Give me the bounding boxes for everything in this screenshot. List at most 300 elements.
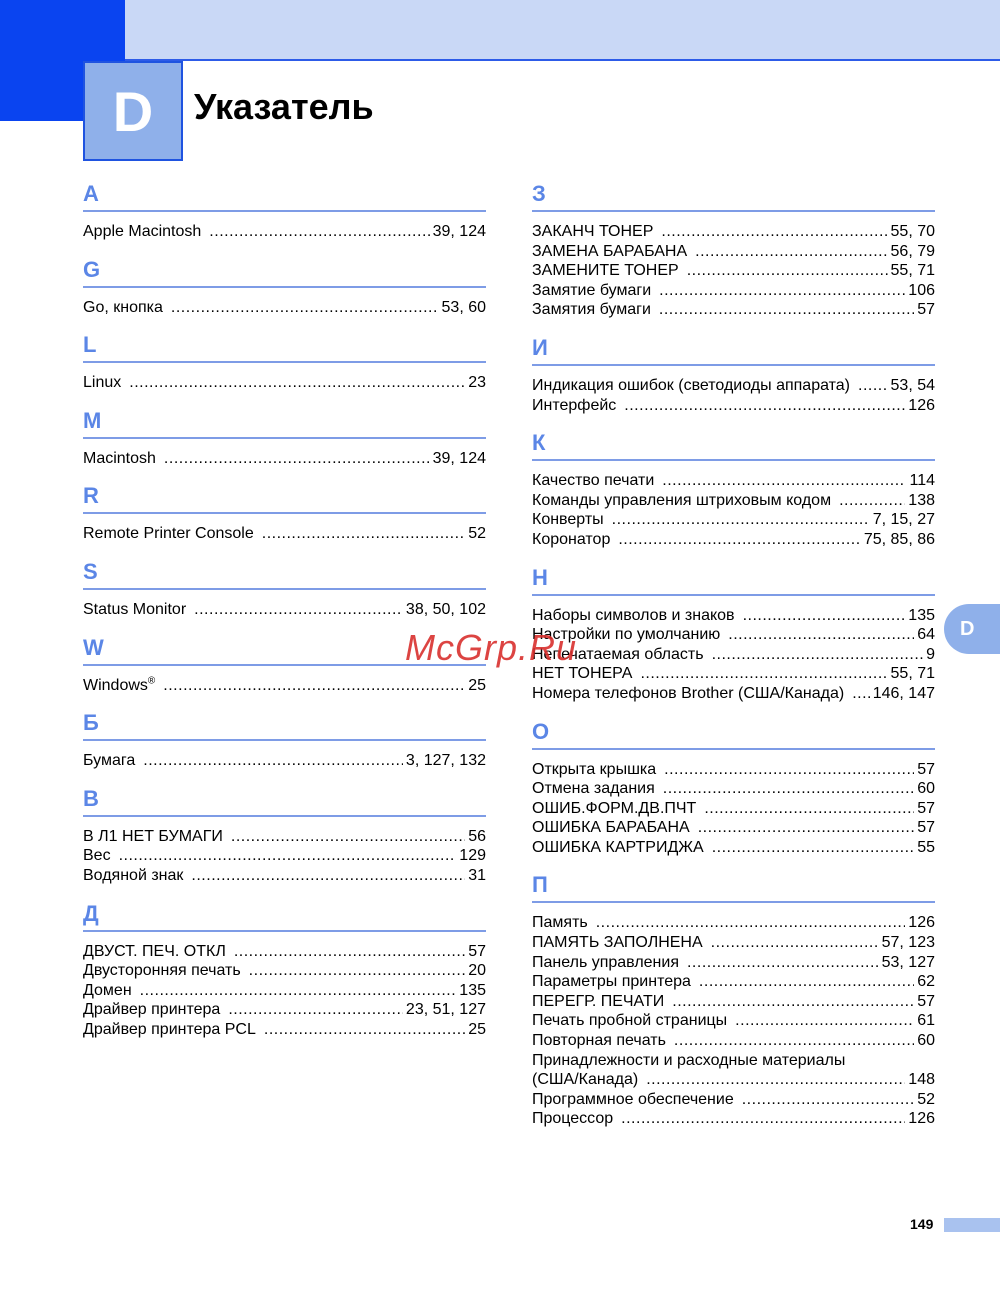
entry-pages[interactable]: 135 [908, 606, 935, 624]
entry-pages[interactable]: 114 [909, 472, 935, 490]
entry-pages[interactable]: 55, 71 [890, 665, 935, 683]
entry-term-text: Открыта крышка [532, 760, 657, 778]
section-entries [83, 524, 486, 558]
index-entry[interactable] [532, 300, 935, 320]
entry-term-text: Вес [83, 847, 111, 865]
index-entry[interactable] [532, 818, 935, 838]
section-entries [83, 222, 486, 256]
entry-term-text: ПЕРЕГР. ПЕЧАТИ [532, 992, 665, 1010]
entry-term [83, 981, 132, 1001]
index-entry[interactable] [532, 913, 935, 933]
entry-pages[interactable]: 23 [468, 374, 486, 392]
index-entry[interactable] [83, 298, 486, 318]
entry-pages[interactable]: 129 [459, 847, 486, 865]
entry-term [532, 261, 679, 281]
entry-pages[interactable]: 64 [917, 626, 935, 644]
section-entries [83, 827, 486, 900]
section-rule [532, 364, 935, 366]
entry-pages[interactable]: 55 [917, 838, 935, 856]
entry-pages[interactable]: 39, 124 [432, 223, 486, 240]
entry-pages[interactable]: 57, 123 [881, 934, 935, 952]
dot-leader [687, 261, 888, 281]
index-entry[interactable] [83, 222, 486, 242]
entry-term [532, 684, 844, 704]
index-entry[interactable] [83, 942, 486, 962]
index-entry[interactable] [83, 373, 486, 393]
index-entry[interactable] [532, 1070, 935, 1090]
entry-term-text: ОШИБКА БАРАБАНА [532, 819, 690, 837]
dot-leader [661, 222, 887, 242]
entry-term [83, 373, 121, 393]
section-entries [532, 376, 935, 429]
entry-term-text: Номера телефонов Brother (США/Канада) [532, 684, 845, 702]
index-entry[interactable] [532, 261, 935, 281]
entry-term [83, 449, 156, 469]
section-letter: О [532, 718, 550, 744]
entry-term-text: Драйвер принтера [83, 1001, 221, 1019]
index-entry[interactable] [532, 281, 935, 301]
entry-term-text: Macintosh [83, 449, 156, 467]
index-section [532, 429, 935, 563]
dot-leader [596, 913, 906, 933]
dot-leader [698, 818, 915, 838]
entry-term [532, 1090, 734, 1110]
entry-pages[interactable]: 55, 70 [890, 223, 935, 240]
dot-leader [663, 779, 914, 799]
page-title: Указатель [194, 86, 374, 127]
entry-pages[interactable]: 56, 79 [890, 242, 935, 260]
entry-term-text: Apple Macintosh [83, 223, 202, 240]
index-entry[interactable] [83, 981, 486, 1001]
entry-pages[interactable]: 53, 127 [881, 953, 935, 971]
entry-pages[interactable]: 52 [917, 1090, 935, 1108]
entry-term-text: Качество печати [532, 472, 655, 490]
section-rule [532, 901, 935, 903]
entry-term [532, 992, 664, 1012]
index-column-left [83, 180, 486, 1054]
entry-pages[interactable]: 7, 15, 27 [872, 511, 935, 529]
entry-term-text: Бумага [83, 752, 136, 770]
dot-leader [659, 281, 905, 301]
section-letter: П [532, 872, 548, 898]
entry-pages[interactable]: 60 [917, 780, 935, 798]
index-entry[interactable] [83, 1000, 486, 1020]
index-section [83, 558, 486, 634]
index-section [83, 785, 486, 900]
dot-leader [699, 972, 914, 992]
dot-leader [659, 300, 914, 320]
entry-term-text: ЗАМЕНИТЕ ТОНЕР [532, 262, 679, 280]
dot-leader [711, 933, 879, 953]
entry-term [83, 600, 186, 620]
entry-term-text: Программное обеспечение [532, 1090, 734, 1108]
entry-term-text: Замятие бумаги [532, 281, 652, 299]
entry-term [532, 471, 654, 491]
dot-leader [704, 799, 914, 819]
index-entry[interactable] [83, 1020, 486, 1040]
entry-term-text: Параметры принтера [532, 973, 691, 991]
entry-term [532, 376, 850, 396]
entry-pages[interactable]: 55, 71 [890, 262, 935, 280]
entry-pages[interactable]: 126 [908, 1110, 935, 1128]
entry-term [532, 606, 735, 626]
entry-term [83, 222, 201, 242]
entry-term-text: В Л1 НЕТ БУМАГИ [83, 827, 223, 845]
entry-pages[interactable]: 126 [908, 396, 935, 414]
entry-pages[interactable]: 146, 147 [872, 684, 935, 702]
entry-term-text: Двусторонняя печать [83, 962, 241, 980]
watermark: McGrp.Ru [405, 627, 578, 668]
section-letter: К [532, 430, 546, 456]
section-letter: S [83, 558, 98, 584]
section-entries [532, 222, 935, 334]
entry-term [532, 530, 610, 550]
index-entry[interactable] [83, 866, 486, 886]
entry-term [532, 1011, 727, 1031]
index-section [83, 331, 486, 407]
index-section [83, 900, 486, 1054]
dot-leader [858, 376, 888, 396]
dot-leader [163, 676, 465, 696]
section-letter: G [83, 256, 101, 282]
entry-term [532, 242, 687, 262]
index-entry[interactable] [83, 449, 486, 469]
index-entry[interactable] [532, 242, 935, 262]
section-rule [532, 594, 935, 596]
index-section [83, 407, 486, 483]
entry-term [83, 866, 183, 886]
index-entry[interactable] [532, 760, 935, 780]
entry-term-text: Непечатаемая область [532, 645, 704, 663]
dot-leader [664, 760, 914, 780]
entry-term-text: ОШИБ.ФОРМ.ДВ.ПЧТ [532, 799, 697, 817]
dot-leader [695, 242, 887, 262]
section-letter: Б [83, 710, 99, 736]
index-entry[interactable] [532, 376, 935, 396]
section-rule [83, 210, 486, 212]
entry-term-text: Status Monitor [83, 600, 187, 618]
dot-leader [262, 524, 465, 544]
entry-pages[interactable]: 62 [917, 973, 935, 991]
index-entry[interactable] [532, 838, 935, 858]
index-entry[interactable] [532, 1031, 935, 1051]
entry-term [532, 933, 703, 953]
entry-pages[interactable]: 138 [908, 491, 935, 509]
dot-leader [852, 684, 870, 704]
entry-term [83, 298, 163, 318]
dot-leader [119, 846, 457, 866]
section-rule [83, 361, 486, 363]
entry-term-text: Панель управления [532, 953, 679, 971]
section-rule [83, 588, 486, 590]
dot-leader [712, 838, 914, 858]
index-entry[interactable] [532, 779, 935, 799]
entry-term-text: ПАМЯТЬ ЗАПОЛНЕНА [532, 934, 703, 952]
dot-leader [143, 751, 403, 771]
section-letter: В [83, 785, 99, 811]
entry-pages[interactable]: 23, 51, 127 [405, 1001, 486, 1019]
entry-pages[interactable]: 20 [468, 962, 486, 980]
entry-term [532, 972, 691, 992]
section-rule [83, 437, 486, 439]
dot-leader [164, 449, 430, 469]
section-letter: Д [83, 900, 99, 926]
section-letter: M [83, 407, 102, 433]
index-entry[interactable] [532, 491, 935, 511]
entry-pages[interactable]: 57 [468, 942, 486, 960]
index-entry[interactable] [532, 1109, 935, 1129]
entry-pages[interactable]: 52 [468, 525, 486, 543]
entry-term [532, 1051, 845, 1071]
index-entry[interactable] [532, 1011, 935, 1031]
index-section [83, 482, 486, 558]
entry-pages[interactable]: 9 [926, 645, 935, 663]
index-entry[interactable] [532, 972, 935, 992]
entry-pages[interactable]: 53, 60 [441, 298, 486, 316]
index-section [83, 709, 486, 785]
section-letter: L [83, 332, 97, 358]
index-entry[interactable] [532, 530, 935, 550]
dot-leader [728, 625, 914, 645]
section-entries [532, 471, 935, 563]
dot-leader [234, 942, 465, 962]
entry-term-text: ЗАКАНЧ ТОНЕР [532, 223, 654, 240]
entry-term [532, 396, 616, 416]
entry-term-text: Настройки по умолчанию [532, 626, 721, 644]
entry-term [83, 524, 254, 544]
entry-pages[interactable]: 57 [917, 992, 935, 1010]
index-entry[interactable] [532, 664, 935, 684]
dot-leader [171, 298, 439, 318]
entry-term [83, 961, 241, 981]
index-entry[interactable] [532, 645, 935, 665]
entry-term [532, 1109, 613, 1129]
index-section [532, 334, 935, 429]
entry-term [532, 953, 679, 973]
dot-leader [249, 961, 466, 981]
entry-term [83, 1000, 220, 1020]
entry-pages[interactable]: 39, 124 [432, 449, 486, 467]
entry-term-text: Отмена задания [532, 780, 655, 798]
section-entries [83, 449, 486, 483]
entry-term-text: (США/Канада) [532, 1071, 639, 1089]
index-section [532, 564, 935, 718]
entry-term [532, 300, 651, 320]
entry-pages[interactable]: 126 [908, 914, 935, 932]
entry-term-text: Индикация ошибок (светодиоды аппарата) [532, 376, 851, 394]
dot-leader [264, 1020, 465, 1040]
dot-leader [672, 992, 914, 1012]
index-entry[interactable] [532, 1090, 935, 1110]
entry-term [83, 676, 155, 696]
entry-term-text: Windows [83, 676, 148, 694]
entry-pages[interactable]: 106 [908, 281, 935, 299]
section-rule [83, 512, 486, 514]
section-entries [83, 676, 486, 710]
dot-leader [674, 1031, 914, 1051]
chapter-side-tab[interactable] [944, 604, 1000, 654]
entry-pages[interactable]: 53, 54 [890, 376, 935, 394]
index-entry[interactable] [532, 992, 935, 1012]
entry-pages[interactable]: 38, 50, 102 [405, 600, 486, 618]
entry-pages[interactable]: 75, 85, 86 [863, 530, 935, 548]
index-column-right [532, 180, 935, 1143]
index-entry[interactable] [532, 625, 935, 645]
entry-term-text: ДВУСТ. ПЕЧ. ОТКЛ [83, 942, 226, 960]
dot-leader [618, 530, 860, 550]
chapter-letter-box [83, 61, 183, 161]
dot-leader [191, 866, 465, 886]
entry-pages[interactable]: 56 [468, 827, 486, 845]
section-entries [83, 942, 486, 1054]
dot-leader [228, 1000, 403, 1020]
dot-leader [743, 606, 906, 626]
entry-term [532, 222, 653, 242]
entry-term [532, 838, 704, 858]
index-section [83, 180, 486, 256]
index-entry[interactable] [83, 676, 486, 696]
entry-term-text: Remote Printer Console [83, 525, 254, 543]
index-entry[interactable] [532, 799, 935, 819]
section-rule [83, 286, 486, 288]
entry-pages[interactable]: 25 [468, 676, 486, 694]
section-entries [83, 373, 486, 407]
dot-leader [621, 1109, 905, 1129]
section-rule [532, 210, 935, 212]
section-entries [532, 606, 935, 718]
entry-pages[interactable]: 61 [917, 1012, 935, 1030]
entry-pages[interactable]: 57 [917, 799, 935, 817]
entry-term [532, 818, 690, 838]
entry-term-text: НЕТ ТОНЕРА [532, 665, 633, 683]
dot-leader [742, 1090, 914, 1110]
index-entry[interactable] [532, 471, 935, 491]
section-entries [83, 751, 486, 785]
entry-term [532, 913, 588, 933]
entry-term [532, 1070, 638, 1090]
index-section [532, 180, 935, 334]
entry-term [532, 1031, 666, 1051]
entry-term-text: Конверты [532, 511, 604, 529]
index-entry[interactable] [532, 396, 935, 416]
dot-leader [640, 664, 887, 684]
entry-term [532, 281, 651, 301]
index-entry[interactable] [532, 606, 935, 626]
index-entry[interactable] [83, 827, 486, 847]
dot-leader [839, 491, 905, 511]
entry-pages[interactable]: 31 [468, 866, 486, 884]
entry-term-superscript: ® [147, 675, 156, 687]
dot-leader [624, 396, 905, 416]
entry-pages[interactable]: 148 [908, 1071, 935, 1089]
header-band [0, 0, 1000, 60]
chapter-letter: D [112, 79, 154, 143]
index-entry[interactable] [83, 600, 486, 620]
index-section [532, 718, 935, 872]
dot-leader [687, 953, 879, 973]
section-entries [532, 760, 935, 872]
entry-term [532, 799, 696, 819]
side-tab-letter: D [960, 617, 975, 640]
dot-leader [662, 471, 906, 491]
entry-pages[interactable]: 57 [917, 760, 935, 778]
entry-term [532, 779, 655, 799]
entry-term-text: ЗАМЕНА БАРАБАНА [532, 242, 688, 260]
section-letter: З [532, 181, 546, 206]
entry-pages[interactable]: 3, 127, 132 [405, 752, 486, 770]
page-number: 149 [910, 1216, 934, 1232]
entry-term [83, 827, 223, 847]
dot-leader [712, 645, 924, 665]
entry-term [83, 1020, 256, 1040]
dot-leader [231, 827, 465, 847]
entry-term [83, 846, 111, 866]
index-section [532, 871, 935, 1143]
index-entry[interactable] [532, 222, 935, 242]
index-section [83, 256, 486, 332]
entry-term-text: Принадлежности и расходные материалы [532, 1051, 846, 1069]
section-letter: И [532, 334, 548, 360]
dot-leader [646, 1070, 905, 1090]
dot-leader [194, 600, 403, 620]
entry-pages[interactable]: 60 [917, 1032, 935, 1050]
dot-leader [140, 981, 457, 1001]
index-entry[interactable] [83, 846, 486, 866]
entry-term-text: Замятия бумаги [532, 301, 651, 319]
dot-leader [129, 373, 465, 393]
index-entry[interactable] [532, 510, 935, 530]
entry-pages[interactable]: 57 [917, 301, 935, 319]
page-number-bar [944, 1218, 1000, 1232]
section-rule [532, 748, 935, 750]
index-entry[interactable] [83, 961, 486, 981]
entry-term [532, 510, 604, 530]
index-entry[interactable] [83, 751, 486, 771]
entry-term-text: ОШИБКА КАРТРИДЖА [532, 838, 704, 856]
entry-term-text: Интерфейс [532, 396, 617, 414]
section-rule [83, 815, 486, 817]
dot-leader [735, 1011, 914, 1031]
index-entry[interactable] [532, 1051, 935, 1071]
entry-term-text: Печать пробной страницы [532, 1012, 728, 1030]
entry-pages[interactable]: 25 [468, 1020, 486, 1038]
entry-term [83, 942, 226, 962]
entry-term-text: Память [532, 914, 588, 932]
dot-leader [209, 222, 429, 242]
section-letter: Н [532, 564, 548, 590]
section-rule [532, 459, 935, 461]
entry-term-text: Команды управления штриховым кодом [532, 491, 832, 509]
entry-pages[interactable]: 135 [459, 981, 486, 999]
entry-term-text: Linux [83, 374, 122, 392]
index-entry[interactable] [532, 684, 935, 704]
section-entries [83, 298, 486, 332]
entry-term-text: Домен [83, 981, 132, 999]
entry-term-text: Коронатор [532, 530, 611, 548]
index-entry[interactable] [532, 933, 935, 953]
entry-pages[interactable]: 57 [917, 819, 935, 837]
index-entry[interactable] [532, 953, 935, 973]
section-entries [532, 913, 935, 1143]
entry-term-text: Go, кнопка [83, 298, 163, 316]
entry-term [532, 760, 656, 780]
section-letter: R [83, 483, 99, 509]
index-entry[interactable] [83, 524, 486, 544]
entry-term-text: Повторная печать [532, 1032, 666, 1050]
header-divider [125, 59, 1000, 61]
entry-term-text: Процессор [532, 1110, 614, 1128]
entry-term [532, 491, 831, 511]
